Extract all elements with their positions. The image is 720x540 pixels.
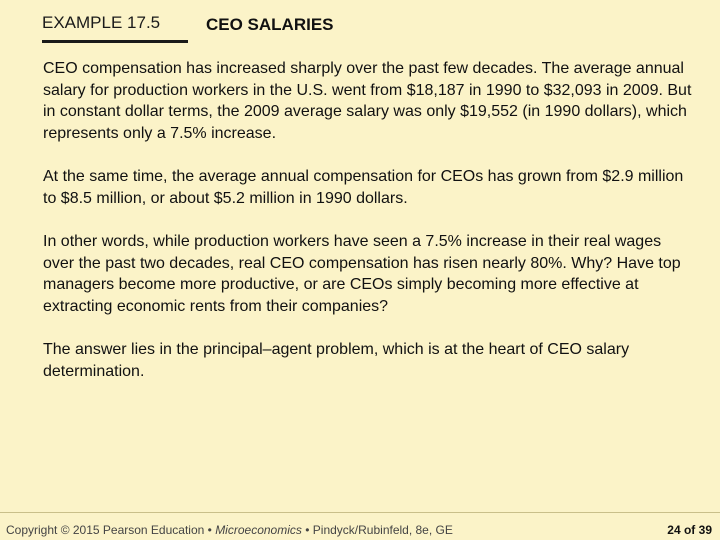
slide-body [43, 58, 693, 404]
paragraph-4: The answer lies in the principal–agent problem, which is at the heart of CEO salary determination. [43, 341, 630, 380]
slide-title: CEO SALARIES [206, 15, 334, 34]
paragraph-1: CEO compensation has increased sharply over the past few decades. The average annual salary for production workers in the U.S. went from $18,187 in 1990 to $32,093 in 2009. But in constant dollar terms, the 2009 average salary was only $19,552 (in 1990 dollars), which represents only a 7.5% increase. [43, 60, 692, 142]
example-underline [42, 40, 188, 43]
footer-authors: Pindyck/Rubinfeld, 8e, GE [312, 523, 453, 537]
footer-separator: • [305, 523, 310, 537]
page-number: 24 of 39 [667, 523, 712, 537]
paragraph-3: In other words, while production workers have seen a 7.5% increase in their real wages over the past two decades, real CEO compensation has risen nearly 80%. Why? Have top managers become more productive, or are CEOs simply becoming more effective at extracting economic rents from their companies? [43, 233, 681, 315]
paragraph-2: At the same time, the average annual compensation for CEOs has grown from $2.9 million to $8.5 million, or about $5.2 million in 1990 dollars. [43, 168, 684, 207]
slide-footer [0, 512, 720, 540]
footer-divider [0, 512, 720, 513]
footer-book-title: Microeconomics [215, 523, 302, 537]
footer-copyright: Copyright © 2015 Pearson Education • [6, 523, 212, 537]
example-label: EXAMPLE 17.5 [42, 13, 161, 32]
footer-credit [6, 523, 453, 537]
